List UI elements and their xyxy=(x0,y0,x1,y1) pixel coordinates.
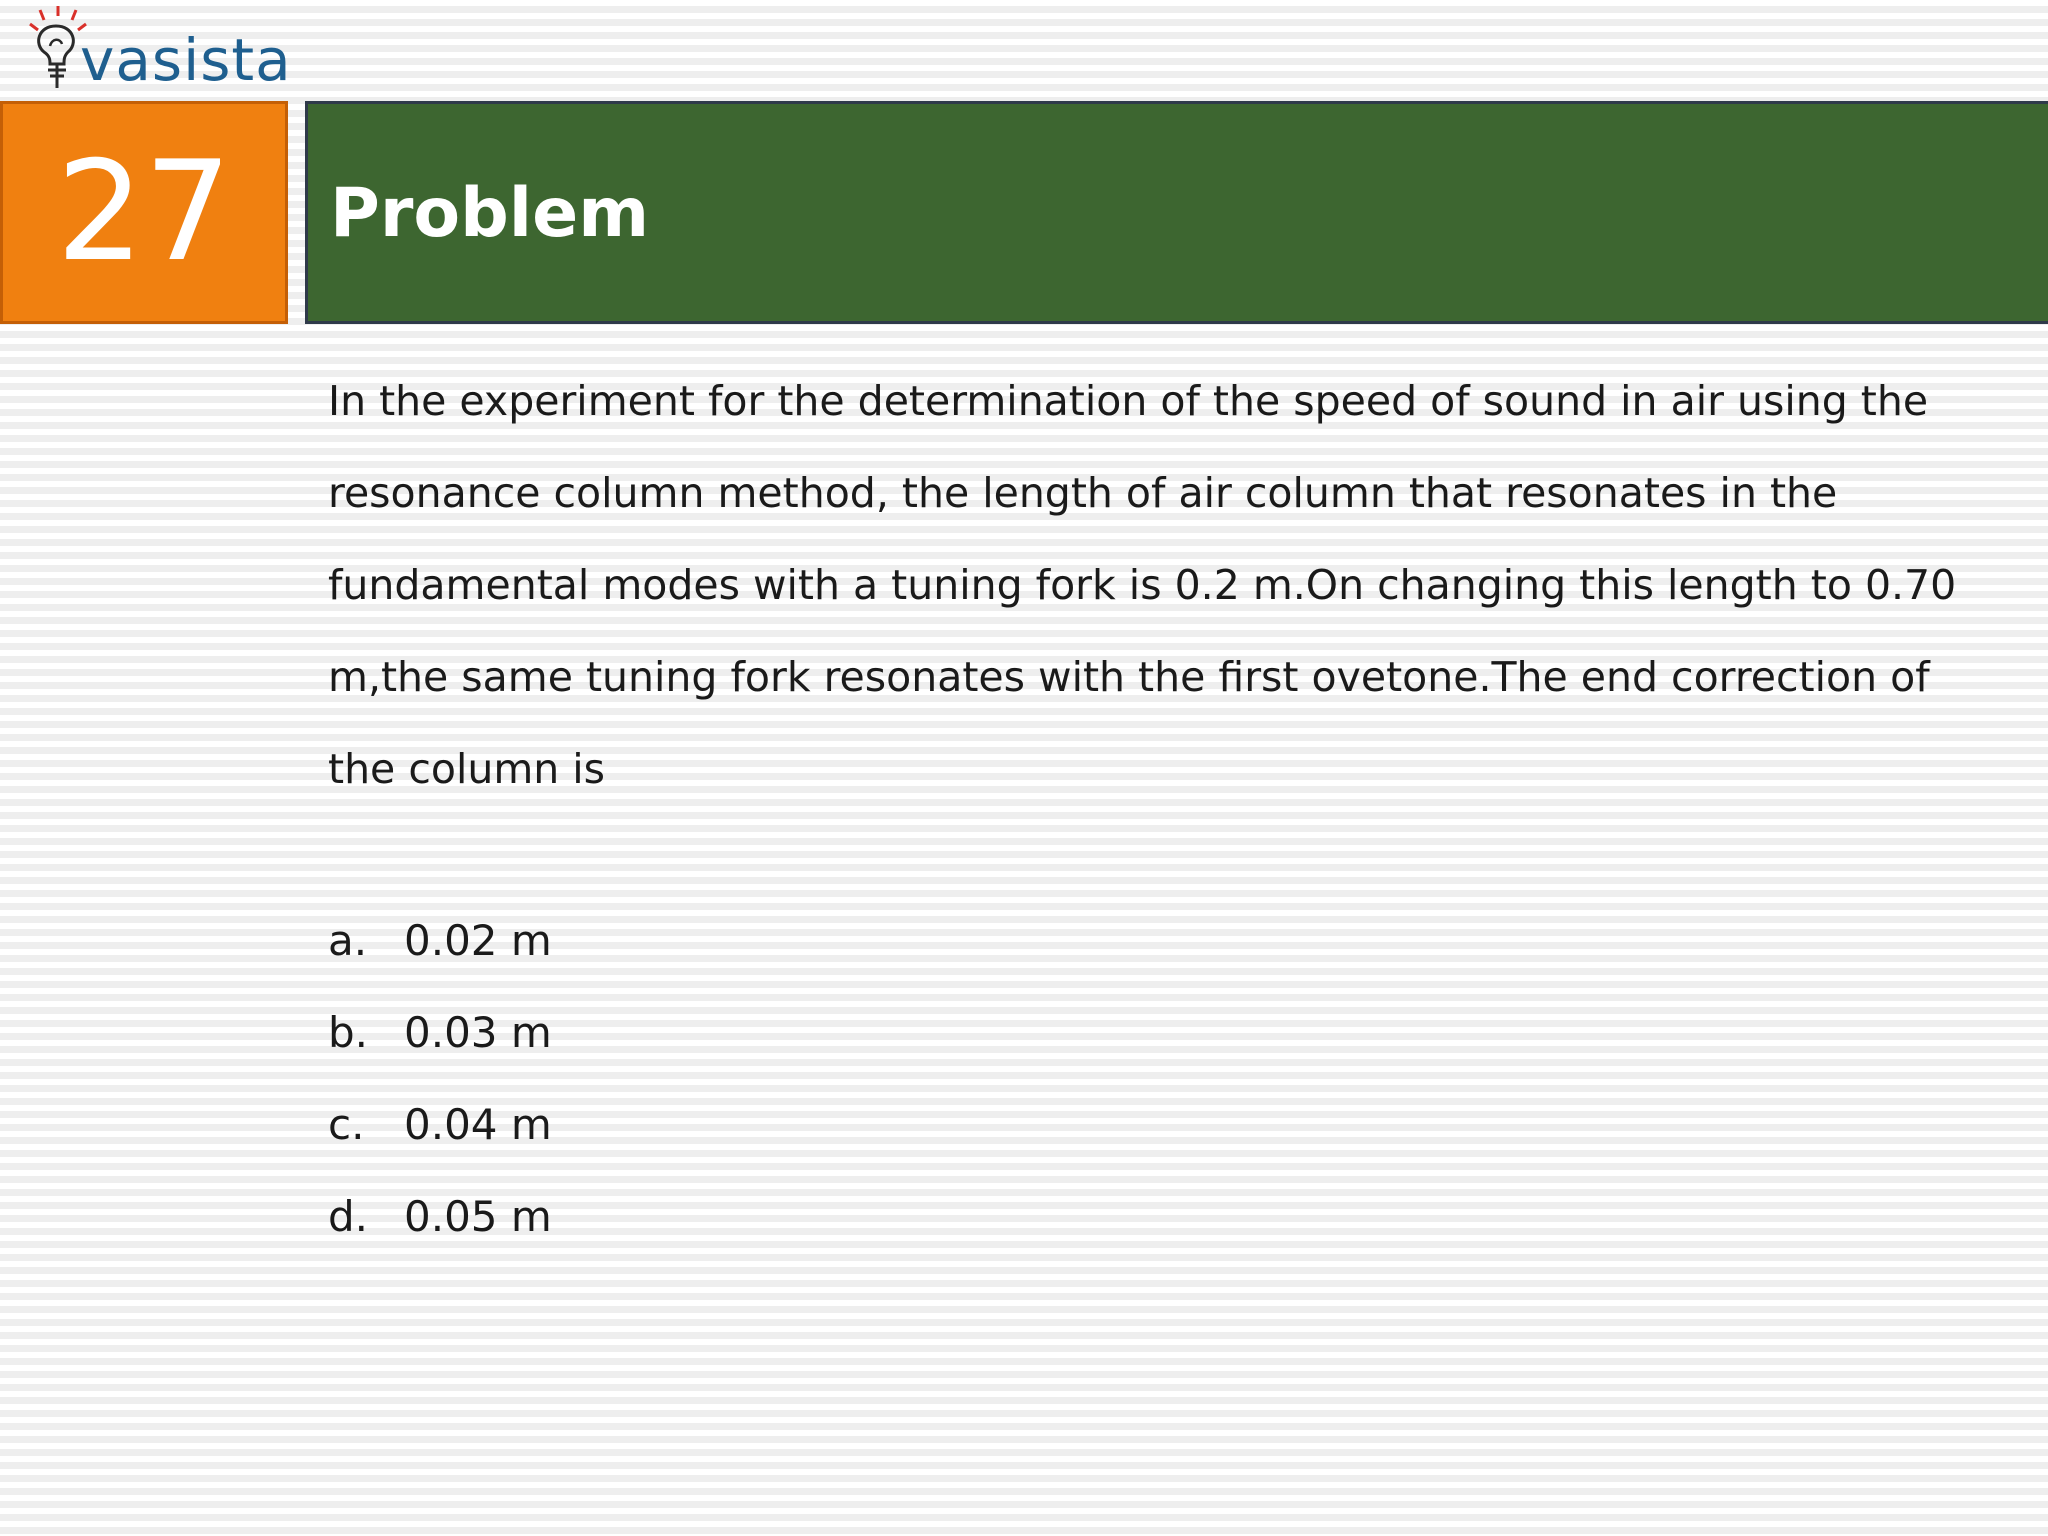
option-d xyxy=(328,1171,552,1263)
vasista-logo xyxy=(20,4,290,96)
slide-title: Problem xyxy=(330,174,650,253)
question-line: fundamental modes with a tuning fork is 0.2 m.On changing this length to 0.70 xyxy=(328,561,1957,609)
option-text: 0.04 m xyxy=(404,1100,552,1149)
option-text: 0.03 m xyxy=(404,1008,552,1057)
question-line: resonance column method, the length of air column that resonates in the xyxy=(328,469,1838,517)
option-text: 0.05 m xyxy=(404,1192,552,1241)
logo-wordmark: vasista xyxy=(80,26,292,94)
question-line: m,the same tuning fork resonates with the first ovetone.The end correction of xyxy=(328,653,1930,701)
question-line: the column is xyxy=(328,745,606,793)
question-text xyxy=(328,355,2008,815)
option-b xyxy=(328,987,552,1079)
title-bar xyxy=(305,101,2048,324)
option-text: 0.02 m xyxy=(404,916,552,965)
option-letter: c. xyxy=(328,1100,365,1149)
option-letter: a. xyxy=(328,916,368,965)
option-c xyxy=(328,1079,552,1171)
option-letter: d. xyxy=(328,1192,369,1241)
question-line: In the experiment for the determination of the speed of sound in air using the xyxy=(328,377,1929,425)
slide-number: 27 xyxy=(0,101,288,324)
answer-options xyxy=(328,895,552,1263)
option-a xyxy=(328,895,552,987)
option-letter: b. xyxy=(328,1008,369,1057)
